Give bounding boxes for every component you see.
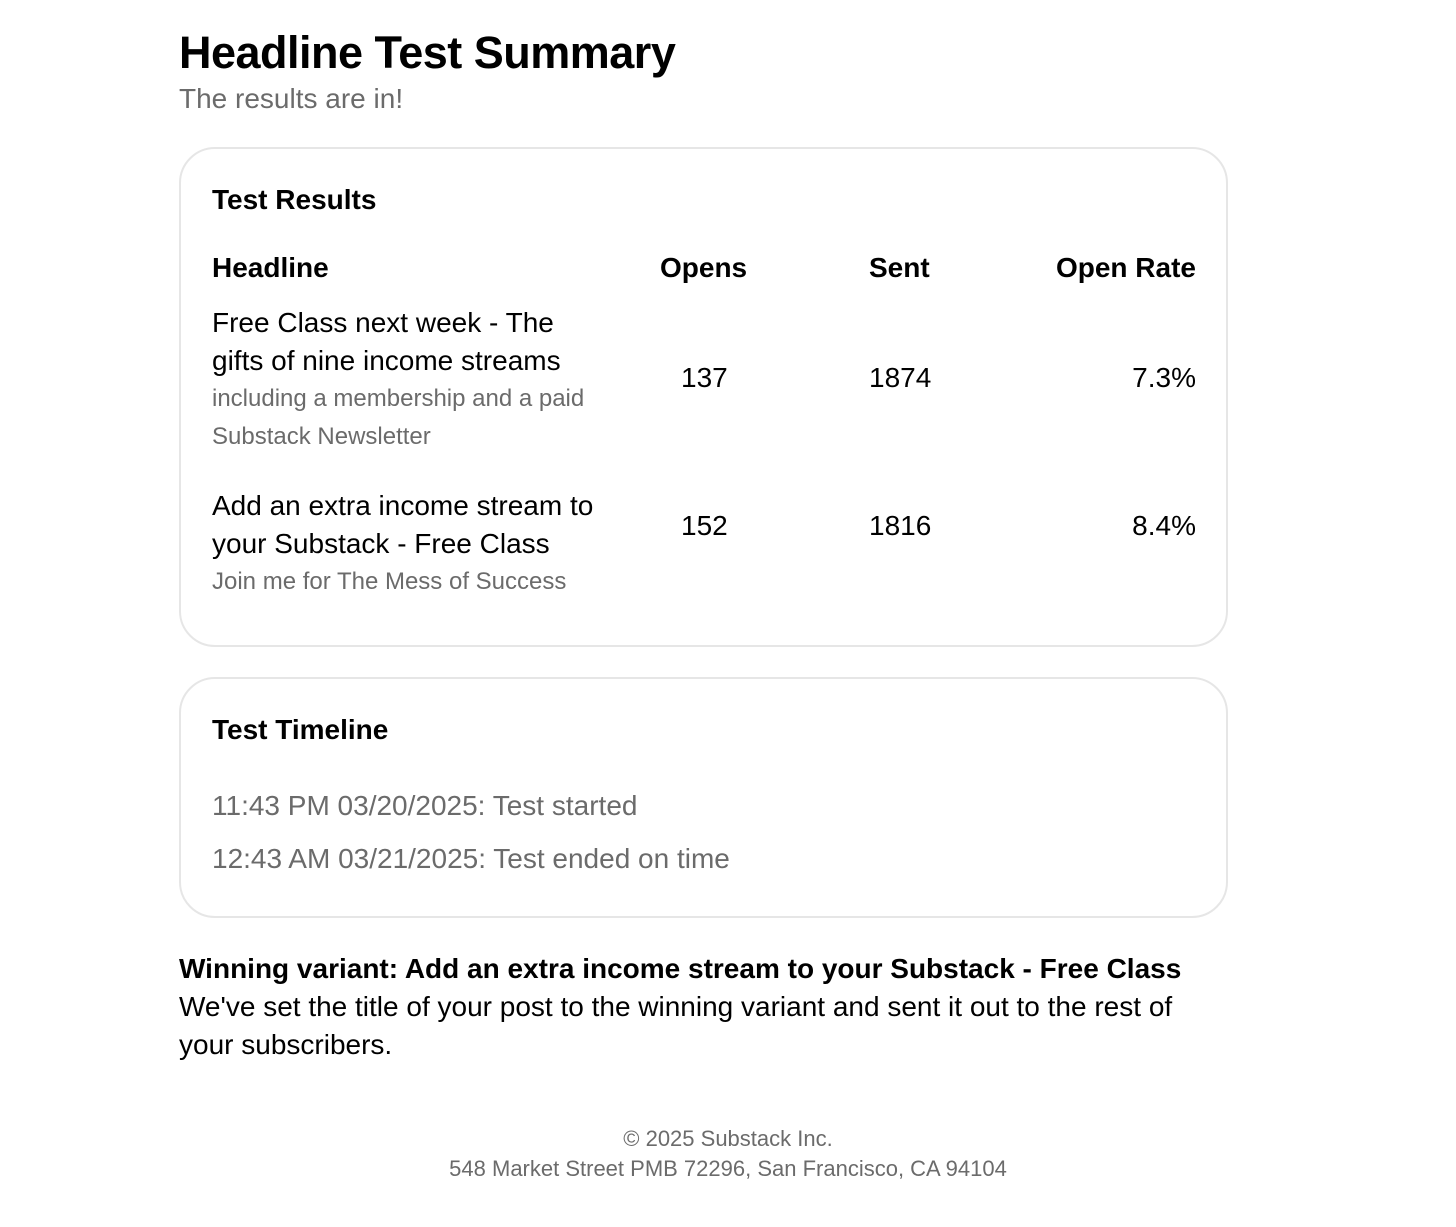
column-header-open-rate: Open Rate: [1055, 252, 1196, 283]
column-header-sent: Sent: [869, 252, 930, 283]
footer: [0, 1124, 1456, 1184]
variant-headline: Free Class next week - The gifts of nine income streams: [212, 307, 561, 376]
footer-copyright: © 2025 Substack Inc.: [623, 1126, 833, 1151]
variant-sent: 1874: [869, 362, 932, 393]
winning-variant-message: We've set the title of your post to the winning variant and sent it out to the rest of your subscribers.: [179, 991, 1173, 1060]
winning-variant-section: [179, 950, 1228, 1064]
variant-headline: Add an extra income stream to your Substack - Free Class: [212, 490, 594, 559]
page-subtitle: The results are in!: [179, 83, 404, 114]
page-title: Headline Test Summary: [179, 27, 676, 78]
variant-opens: 152: [681, 510, 728, 541]
variant-sent: 1816: [869, 510, 932, 541]
test-results-card: [179, 147, 1228, 647]
timeline-event-ended: 12:43 AM 03/21/2025: Test ended on time: [212, 843, 730, 874]
variant-preview: Join me for The Mess of Success: [212, 568, 567, 595]
winning-variant-title: Winning variant: Add an extra income stream to your Substack - Free Class: [179, 953, 1182, 984]
test-timeline-title: Test Timeline: [212, 714, 389, 745]
timeline-event-started: 11:43 PM 03/20/2025: Test started: [212, 790, 638, 821]
column-header-opens: Opens: [660, 252, 748, 283]
test-results-title: Test Results: [212, 184, 377, 215]
variant-open-rate: 7.3%: [1132, 362, 1196, 393]
table-row: [181, 304, 1226, 454]
variant-open-rate: 8.4%: [1132, 510, 1196, 541]
footer-address: 548 Market Street PMB 72296, San Francisco, CA 94104: [449, 1156, 1007, 1181]
column-header-headline: Headline: [212, 252, 329, 283]
table-row: [181, 487, 1226, 599]
variant-opens: 137: [681, 362, 728, 393]
variant-preview: including a membership and a paid Substack Newsletter: [212, 385, 585, 450]
test-timeline-card: [179, 677, 1228, 918]
